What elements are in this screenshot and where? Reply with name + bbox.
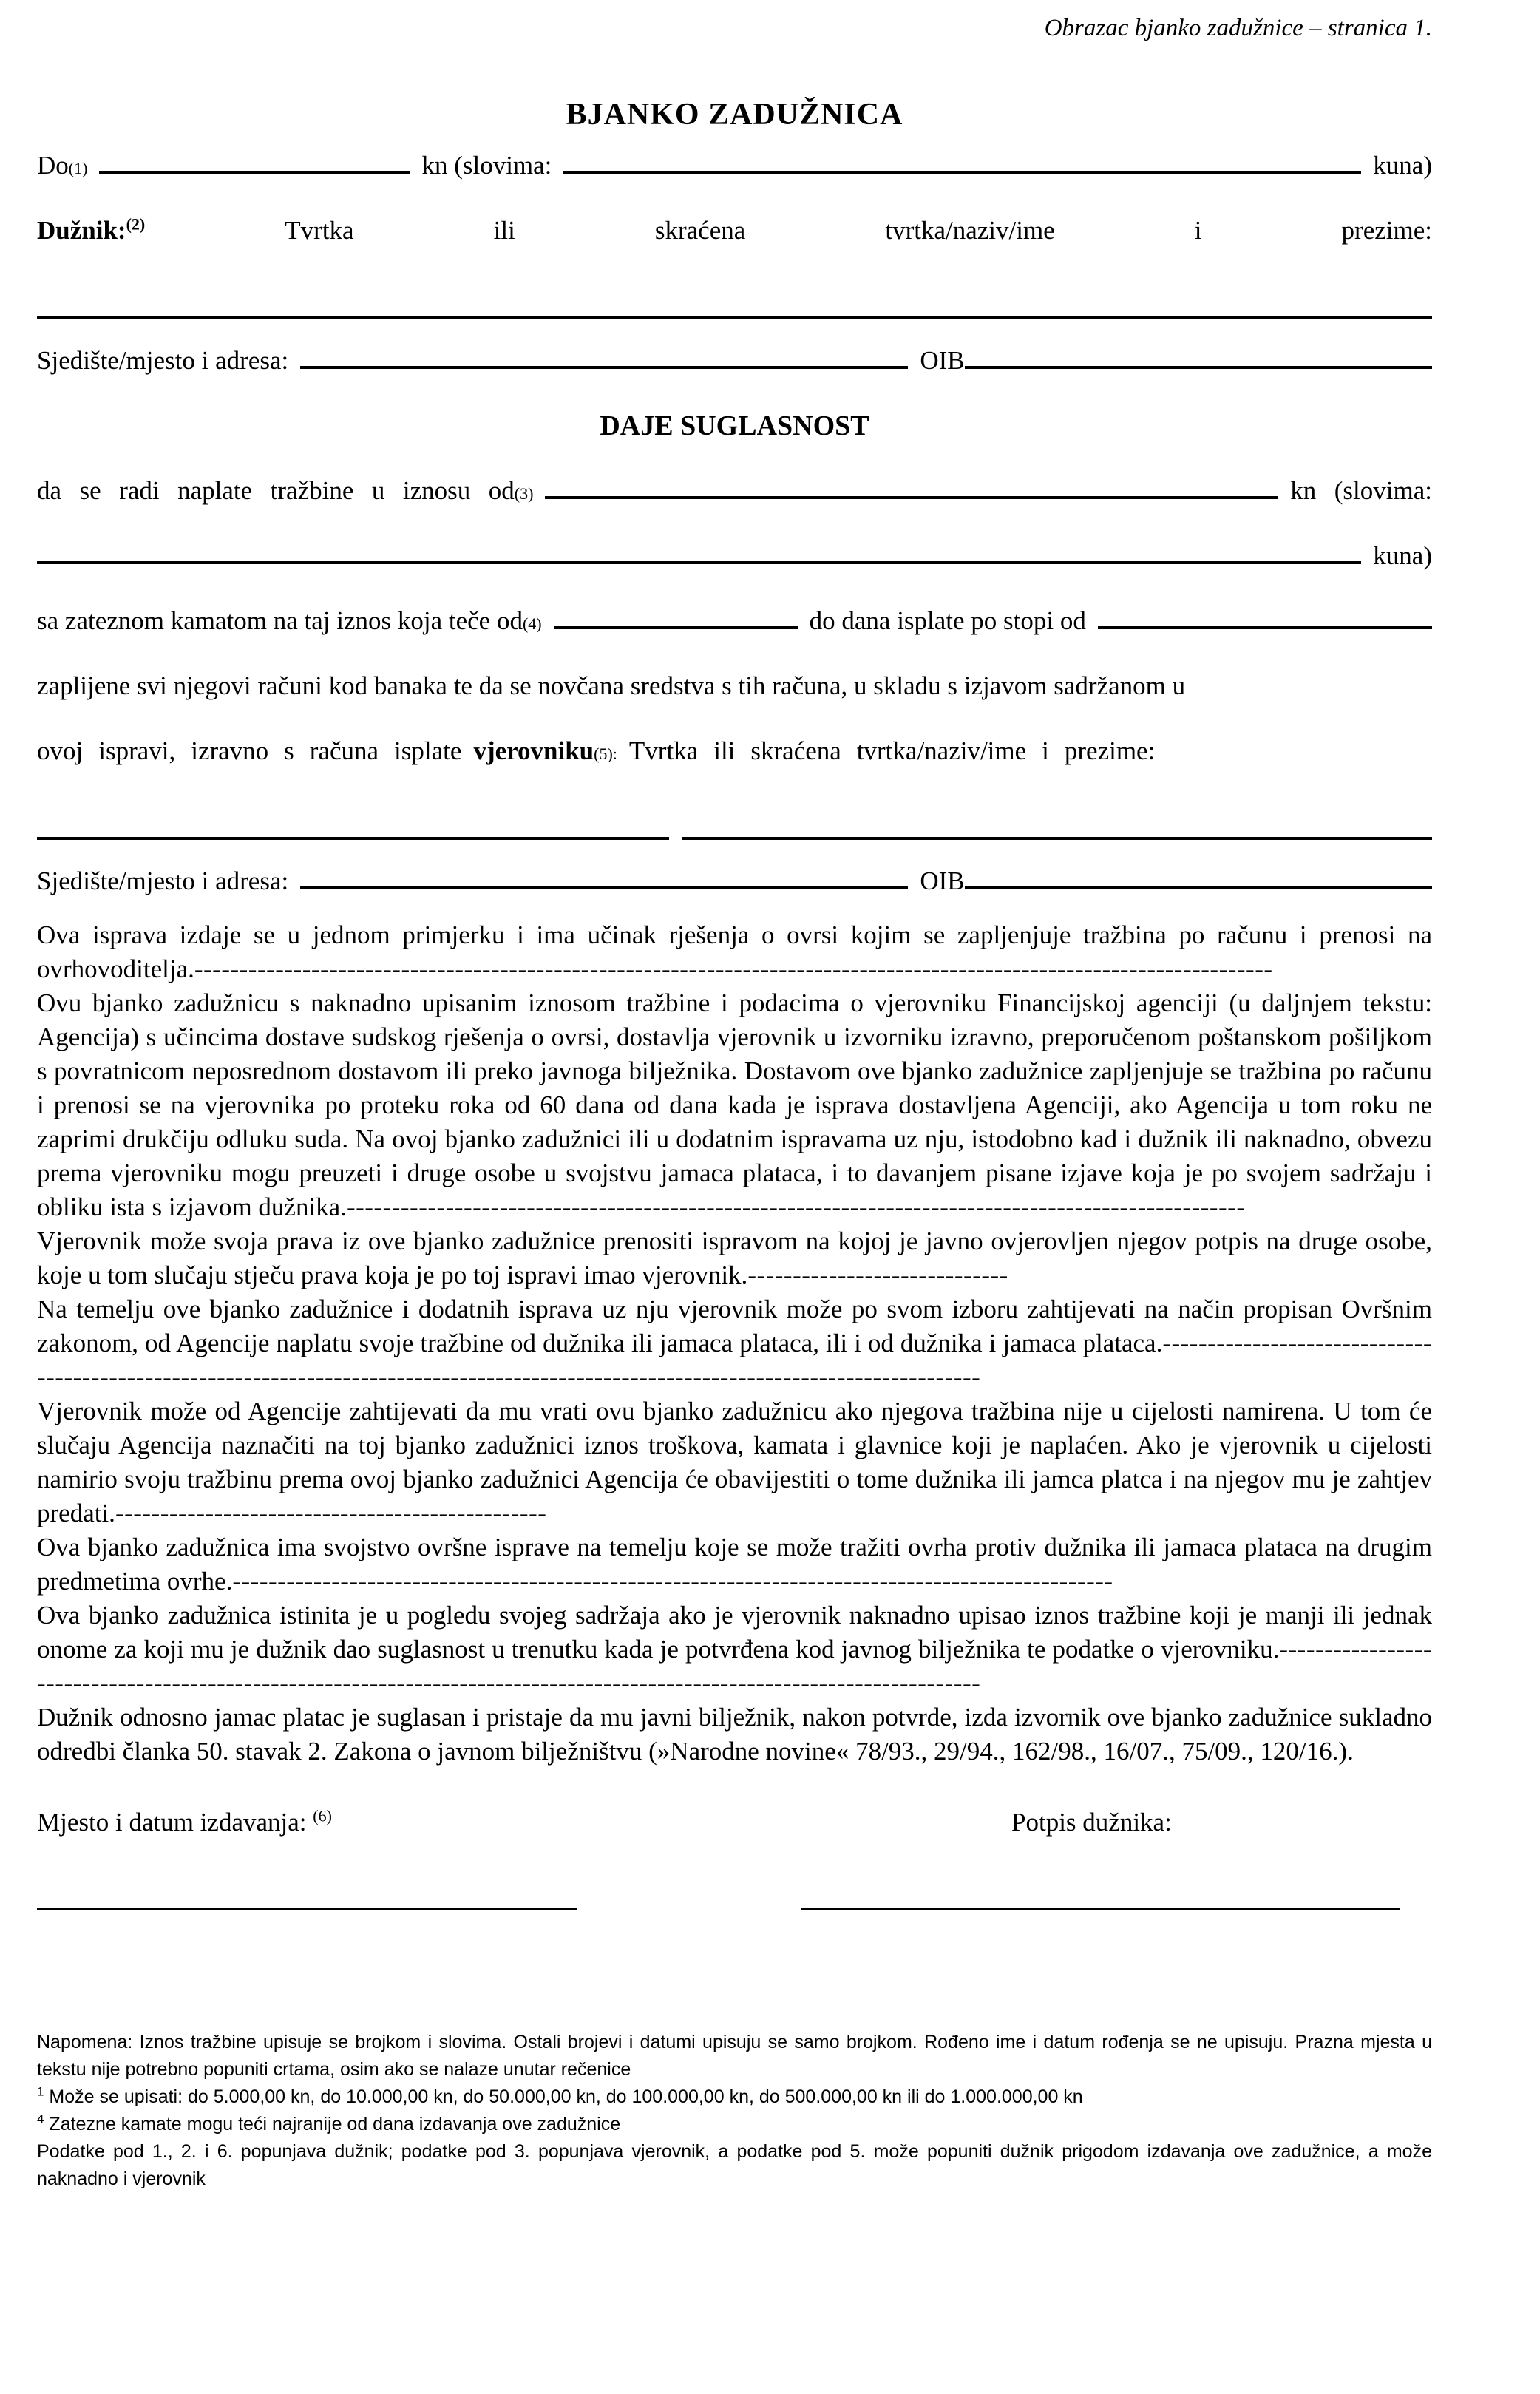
claim-amount-text: da se radi naplate tražbine u iznosu od bbox=[37, 476, 515, 505]
sjediste-label: Sjedište/mjesto i adresa: bbox=[37, 346, 289, 375]
paragraph-single-copy bbox=[37, 918, 1432, 986]
footnote-marker-6: (6) bbox=[313, 1806, 332, 1825]
blank-creditor-address bbox=[300, 885, 908, 889]
blank-interest-rate bbox=[1098, 625, 1432, 629]
dash-filler: ---------------------------------------------------------------------------------------------------- bbox=[346, 1193, 1246, 1221]
blank-creditor-oib bbox=[965, 885, 1432, 889]
paragraph-delivery-fina bbox=[37, 986, 1432, 1224]
row-creditor-heading: ovoj ispravi, izravno s računa isplate vjerovniku (5): Tvrtka ili skraćena tvrtka/naziv/ime i prezime: bbox=[37, 719, 1432, 784]
paragraph-text: Vjerovnik može od Agencije zahtijevati da mu vrati ovu bjanko zadužnicu ako njegova tražbina nije u cijelosti namirena. U tom će slučaju Agencija naznačiti na toj bjanko zadužnici iznos troškova, kamata i glavnice koji je naplaćen. Ako je vjerovnik u cijelosti namirio svoju tražbinu prema ovoj bjanko zadužnici Agencija će obavijestiti o tome dužnika ili jamca platca i na njegov mu je zahtjev predati. bbox=[37, 1397, 1432, 1527]
row-issue-and-signature-labels bbox=[37, 1805, 1432, 1839]
blank-debtor-oib bbox=[965, 364, 1432, 369]
dash-filler: ----------------------------- bbox=[747, 1261, 1008, 1289]
dash-filler: -------------------------------------------------------------------------------------------------- bbox=[232, 1567, 1113, 1596]
paragraph-notary-consent bbox=[37, 1700, 1432, 1769]
paragraph-return-request bbox=[37, 1394, 1432, 1530]
sjediste-label-2: Sjedište/mjesto i adresa: bbox=[37, 867, 289, 895]
do-label: Do bbox=[37, 151, 69, 180]
oib-label: OIB bbox=[920, 346, 965, 375]
napomena-note: Napomena: Iznos tražbine upisuje se brojkom i slovima. Ostali brojevi i datumi upisuju se samo brojkom. Rođeno ime i datum rođenja se ne upisuju. Prazna mjesta u tekstu nije potrebno popuniti crtama, osim ako se nalaze unutar rečenice bbox=[37, 2032, 1432, 2080]
blank-creditor-name-1 bbox=[37, 837, 669, 840]
blank-debtor-address bbox=[300, 364, 908, 369]
document-title: BJANKO ZADUŽNICA bbox=[566, 98, 903, 132]
footnote-1-marker: 1 bbox=[37, 2084, 44, 2099]
blank-creditor-name-2 bbox=[682, 837, 1432, 840]
duznik-word-naziv: tvrtka/naziv/ime bbox=[885, 216, 1055, 245]
dash-filler: --------------------------------------------------------------------------------------------------------------------------------------- bbox=[37, 1329, 1432, 1391]
form-header-note: Obrazac bjanko zadužnice – stranica 1. bbox=[1044, 15, 1432, 41]
paragraph-text: Ova bjanko zadužnica ima svojstvo ovršne isprave na temelju koje se može tražiti ovrha protiv dužnika ili jamaca plataca na drugim predmetima ovrhe. bbox=[37, 1533, 1432, 1596]
row-default-interest: sa zateznom kamatom na taj iznos koja teče od (4) do dana isplate po stopi od bbox=[37, 589, 1432, 654]
row-debtor-address bbox=[37, 328, 1432, 393]
footnotes-block bbox=[37, 2029, 1432, 2193]
paragraph-text: Ova isprava izdaje se u jednom primjerku i ima učinak rješenja o ovrsi kojim se zapljenjuje tražbina po računu i prenosi na ovrhovoditelja. bbox=[37, 920, 1432, 983]
row-amount-numeric: Do (1) kn (slovima: kuna) bbox=[37, 133, 1432, 198]
paragraph-enforceable-document bbox=[37, 1530, 1432, 1598]
dash-filler: -------------------------------------------------------------------------------------------------------------------------- bbox=[37, 1635, 1432, 1698]
legal-text-block bbox=[37, 918, 1432, 1769]
row-creditor-address bbox=[37, 849, 1432, 914]
debtor-signature-label: Potpis dužnika: bbox=[1011, 1808, 1172, 1837]
issue-place-date-text: Mjesto i datum izdavanja: bbox=[37, 1808, 307, 1837]
dash-filler: ------------------------------------------------------------------------------------------------------------------------ bbox=[194, 954, 1273, 983]
paragraph-text: Ovu bjanko zadužnicu s naknadno upisanim iznosom tražbine i podacima o vjerovniku Financijskoj agenciji (u daljnjem tekstu: Agencija) s učincima dostave sudskog rješenja o ovrsi, dostavlja vjerovnik u izvorniku izravno, preporučenom poštanskom pošiljkom s povratnicom neposrednom dostavom ili preko javnoga bilježnika. Dostavom ove bjanko zadužnice zapljenjuje se tražbina po računu i prenosi se na vjerovnika po proteku roka od 60 dana od dana kada je isprava dostavljena Agenciji, ako Agencija u tom roku ne zaprimi drukčiju odluku suda. Na ovoj bjanko zadužnici ili u dodatnim ispravama uz nju, istodobno kad i dužnik ili naknadno, obvezu prema vjerovniku mogu preuzeti i druge osobe u svojstvu jamaca plataca, i to davanjem pisane izjave koja je po svojem sadržaju i obliku ista s izjavom dužnika. bbox=[37, 989, 1432, 1221]
seizure-text: zaplijene svi njegovi računi kod banaka te da se novčana sredstva s tih računa, u skladu s izjavom sadržanom u bbox=[37, 671, 1186, 700]
consent-subheading: DAJE SUGLASNOST bbox=[600, 410, 869, 441]
dash-filler: ------------------------------------------------ bbox=[115, 1499, 547, 1527]
blank-amount-words bbox=[563, 169, 1361, 174]
blank-claim-amount bbox=[545, 495, 1278, 499]
footnote-1 bbox=[37, 2083, 1432, 2111]
interest-until-text: do dana isplate po stopi od bbox=[809, 606, 1086, 635]
interest-from-text: sa zateznom kamatom na taj iznos koja teče od bbox=[37, 606, 523, 635]
footnote-1-text: Može se upisati: do 5.000,00 kn, do 10.000,00 kn, do 50.000,00 kn, do 100.000,00 kn, do 500.000,00 kn ili do 1.000.000,00 kn bbox=[49, 2086, 1083, 2107]
blank-interest-date bbox=[554, 625, 798, 629]
row-debtor-heading bbox=[37, 198, 1432, 263]
duznik-word-ili: ili bbox=[493, 216, 515, 245]
blank-claim-amount-words bbox=[37, 560, 1361, 564]
creditor-word-vjerovniku: vjerovniku bbox=[473, 736, 594, 765]
kn-slovima-label-2: kn (slovima: bbox=[1290, 476, 1432, 505]
paragraph-collection-choice bbox=[37, 1292, 1432, 1394]
duznik-word-tvrtka: Tvrtka bbox=[285, 216, 354, 245]
footnote-4-text: Zatezne kamate mogu teći najranije od dana izdavanja ove zadužnice bbox=[49, 2114, 621, 2134]
paragraph-text: Vjerovnik može svoja prava iz ove bjanko zadužnice prenositi ispravom na kojoj je javno ovjerovljen njegov potpis na druge osobe, koje u tom slučaju stječu prava koja je po toj ispravi imao vjerovnik. bbox=[37, 1227, 1432, 1289]
row-signature-lines bbox=[37, 1908, 1432, 1910]
kn-slovima-label: kn (slovima: bbox=[421, 151, 552, 180]
blank-debtor-name bbox=[37, 316, 1432, 319]
blank-debtor-signature bbox=[801, 1908, 1400, 1910]
footnote-marker-2: (2) bbox=[126, 214, 146, 234]
row-claim-amount: da se radi naplate tražbine u iznosu od (3) kn (slovima: bbox=[37, 458, 1432, 523]
paragraph-text: Dužnik odnosno jamac platac je suglasan i pristaje da mu javni bilježnik, nakon potvrde, izda izvornik ove bjanko zadužnice sukladno odredbi članka 50. stavak 2. Zakona o javnom bilježništvu (»Narodne novine« 78/93., 29/94., 162/98., 16/07., 75/09., 120/16.). bbox=[37, 1703, 1432, 1766]
issue-place-date-label bbox=[37, 1808, 332, 1837]
paragraph-text: Ova bjanko zadužnica istinita je u pogledu svojeg sadržaja ako je vjerovnik naknadno upisao iznos tražbine koji je manji ili jednak onome za koji mu je dužnik dao suglasnost u trenutku kada je potvrđena kod javnog bilježnika te podatke o vjerovniku. bbox=[37, 1601, 1432, 1664]
row-creditor-name-lines bbox=[37, 784, 1432, 849]
row-claim-amount-words bbox=[37, 523, 1432, 589]
duznik-word-i: i bbox=[1194, 216, 1202, 245]
creditor-pre-text: ovoj ispravi, izravno s računa isplate bbox=[37, 736, 462, 765]
duznik-word-skracena: skraćena bbox=[654, 216, 746, 245]
footnote-4 bbox=[37, 2111, 1432, 2138]
kuna-label: kuna) bbox=[1373, 151, 1432, 180]
row-debtor-name-line bbox=[37, 263, 1432, 328]
paragraph-text: Na temelju ove bjanko zadužnice i dodatnih isprava uz nju vjerovnik može po svom izboru zahtijevati na način propisan Ovršnim zakonom, od Agencije naplatu svoje tražbine od dužnika ili jamaca plataca, ili i od dužnika i jamaca plataca. bbox=[37, 1295, 1432, 1357]
blank-amount-numeric bbox=[99, 169, 410, 174]
paragraph-transfer-rights bbox=[37, 1224, 1432, 1292]
footnote-4-marker: 4 bbox=[37, 2112, 44, 2126]
kuna-label-2: kuna) bbox=[1373, 541, 1432, 570]
paragraph-truthfulness bbox=[37, 1598, 1432, 1700]
row-seizure-text bbox=[37, 654, 1432, 719]
duznik-label-text: Dužnik: bbox=[37, 216, 126, 245]
creditor-post-text: Tvrtka ili skraćena tvrtka/naziv/ime i prezime: bbox=[628, 736, 1156, 765]
duznik-word-prezime: prezime: bbox=[1341, 216, 1432, 245]
podatke-note: Podatke pod 1., 2. i 6. popunjava dužnik; podatke pod 3. popunjava vjerovnik, a podatke pod 5. može popuniti dužnik prigodom izdavanja ove zadužnice, a može naknadno i vjerovnik bbox=[37, 2141, 1432, 2189]
oib-label-2: OIB bbox=[920, 867, 965, 895]
blank-issue-place-date bbox=[37, 1908, 577, 1910]
duznik-label bbox=[37, 198, 145, 263]
